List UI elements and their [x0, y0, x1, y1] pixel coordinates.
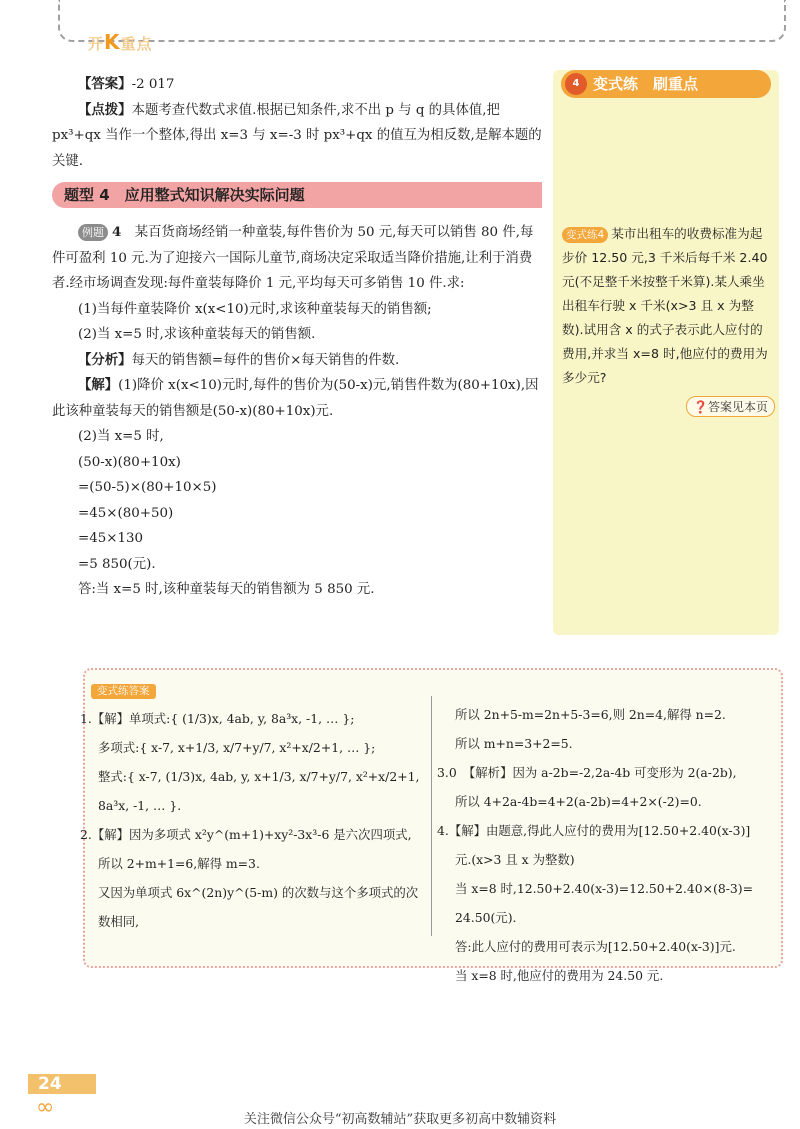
hint-tag: 【点拨】 — [78, 101, 132, 118]
example-paragraph — [52, 220, 542, 297]
header-logo — [88, 30, 153, 54]
answer-value: -2 017 — [131, 77, 175, 92]
sidebar-title: 变式练 刷重点 — [593, 75, 699, 93]
top-frame — [58, 0, 786, 42]
answer-line: 所以 4+2a-4b=4+2(a-2b)=4+2×(-2)=0. — [455, 794, 702, 809]
logo-k: K — [104, 30, 121, 54]
answer-line: 当 x=8 时,12.50+2.40(x-3)=12.50+2.40×(8-3)= — [455, 881, 754, 896]
analysis-tag: 【分析】 — [78, 351, 132, 368]
answers-left-column — [80, 704, 425, 936]
infinity-icon: ∞ — [36, 1095, 55, 1120]
solution-step: =(50-5)×(80+10×5) — [78, 480, 217, 495]
question-2: (2)当 x=5 时,求该种童装每天的销售额. — [78, 327, 316, 342]
footer-text: 关注微信公众号“初高数辅站”获取更多初高中数辅资料 — [243, 1112, 557, 1127]
answer-line: 多项式:{ x-7, x+1/3, x/7+y/7, x²+x/2+1, … }; — [98, 740, 376, 755]
answer-link-label: 答案见本页 — [707, 400, 768, 414]
answer-line: 整式:{ x-7, (1/3)x, 4ab, y, x+1/3, x/7+y/7, x²+x/2+1, — [98, 769, 420, 784]
answer-line: 1.【解】单项式:{ (1/3)x, 4ab, y, 8a³x, -1, … }; — [80, 711, 355, 726]
sidebar-header — [561, 70, 771, 98]
answer-tag: 【答案】 — [78, 76, 132, 92]
answer-line: 当 x=8 时,他应付的费用为 24.50 元. — [455, 968, 664, 983]
answer-line: 8a³x, -1, … }. — [98, 798, 182, 813]
example-text: 某百货商场经销一种童装,每件售价为 50 元,每天可以销售 80 件,每件可盈利 10 元.为了迎接六一国际儿童节,商场决定采取适当降价措施,让利于消费者.经市场调查发现:每件童装每降价 1 元,平均每天可多销售 10 件.求: — [52, 225, 534, 291]
main-content — [52, 72, 542, 603]
question-1: (1)当每件童装降价 x(x<10)元时,求该种童装每天的销售额; — [78, 301, 432, 317]
sidebar-circle-icon: 4 — [565, 73, 587, 95]
answer-link[interactable] — [686, 396, 775, 417]
type-banner: 题型 4 应用整式知识解决实际问题 — [52, 182, 542, 208]
solution-step: (2)当 x=5 时, — [78, 429, 164, 444]
logo-text-2: 重点 — [120, 35, 153, 53]
solution-text: (1)降价 x(x<10)元时,每件的售价为(50-x)元,销售件数为(80+10x),因此该种童装每天的销售额是(50-x)(80+10x)元. — [52, 378, 539, 419]
column-divider — [431, 696, 432, 936]
analysis-text: 每天的销售额=每件的售价×每天销售的件数. — [131, 352, 400, 368]
pin-icon: ❓ — [693, 400, 708, 414]
answer-line: 3.0 【解析】因为 a-2b=-2,2a-4b 可变形为 2(a-2b), — [437, 765, 737, 780]
example-badge: 例题 — [78, 224, 108, 241]
sidebar-badge: 变式练4 — [562, 227, 608, 243]
hint-text: 本题考查代数式求值.根据已知条件,求不出 p 与 q 的具体值,把 px³+qx 当作一个整体,得出 x=3 与 x=-3 时 px³+qx 的值互为相反数,是解本题的关键. — [52, 102, 542, 169]
answer-line: 元.(x>3 且 x 为整数) — [455, 852, 575, 867]
answer-line: 所以 m+n=3+2=5. — [455, 736, 573, 751]
logo-text: 开 — [88, 35, 105, 53]
example-num: 4 — [112, 224, 122, 240]
solution-step: =5 850(元). — [78, 556, 156, 572]
answers-tag: 变式练答案 — [91, 684, 156, 699]
answer-line: 又因为单项式 6x^(2n)y^(5-m) 的次数与这个多项式的次数相同, — [98, 885, 419, 929]
final-answer: 答:当 x=5 时,该种童装每天的销售额为 5 850 元. — [78, 582, 375, 597]
sidebar-exercise — [562, 222, 774, 390]
hint-paragraph — [52, 98, 542, 175]
answer-line: 所以 2n+5-m=2n+5-3=6,则 2n=4,解得 n=2. — [455, 707, 726, 722]
solution-tag: 【解】 — [78, 377, 119, 393]
answers-right-column — [437, 700, 777, 990]
solution-step: =45×(80+50) — [78, 505, 174, 521]
answer-line: 2.【解】因为多项式 x²y^(m+1)+xy²-3x³-6 是六次四项式, — [80, 827, 412, 842]
solution-step: =45×130 — [78, 531, 144, 546]
solution-paragraph — [52, 373, 542, 424]
analysis-line — [52, 348, 542, 374]
solution-step: (50-x)(80+10x) — [78, 454, 181, 470]
answer-line — [52, 72, 542, 98]
answer-line: 所以 2+m+1=6,解得 m=3. — [98, 856, 260, 871]
sidebar-text: 某市出租车的收费标准为起步价 12.50 元,3 千米后每千米 2.40 元(不足整千米按整千米算).某人乘坐出租车行驶 x 千米(x>3 且 x 为整数).试用含 x 的式子表示此人应付的费用,并求当 x=8 时,他应付的费用为多少元? — [562, 226, 768, 385]
answer-line: 4.【解】由题意,得此人应付的费用为[12.50+2.40(x-3)] — [437, 823, 751, 838]
answer-line: 24.50(元). — [455, 910, 517, 925]
answer-line: 答:此人应付的费用可表示为[12.50+2.40(x-3)]元. — [455, 939, 736, 954]
page-number: 24 — [28, 1074, 96, 1094]
